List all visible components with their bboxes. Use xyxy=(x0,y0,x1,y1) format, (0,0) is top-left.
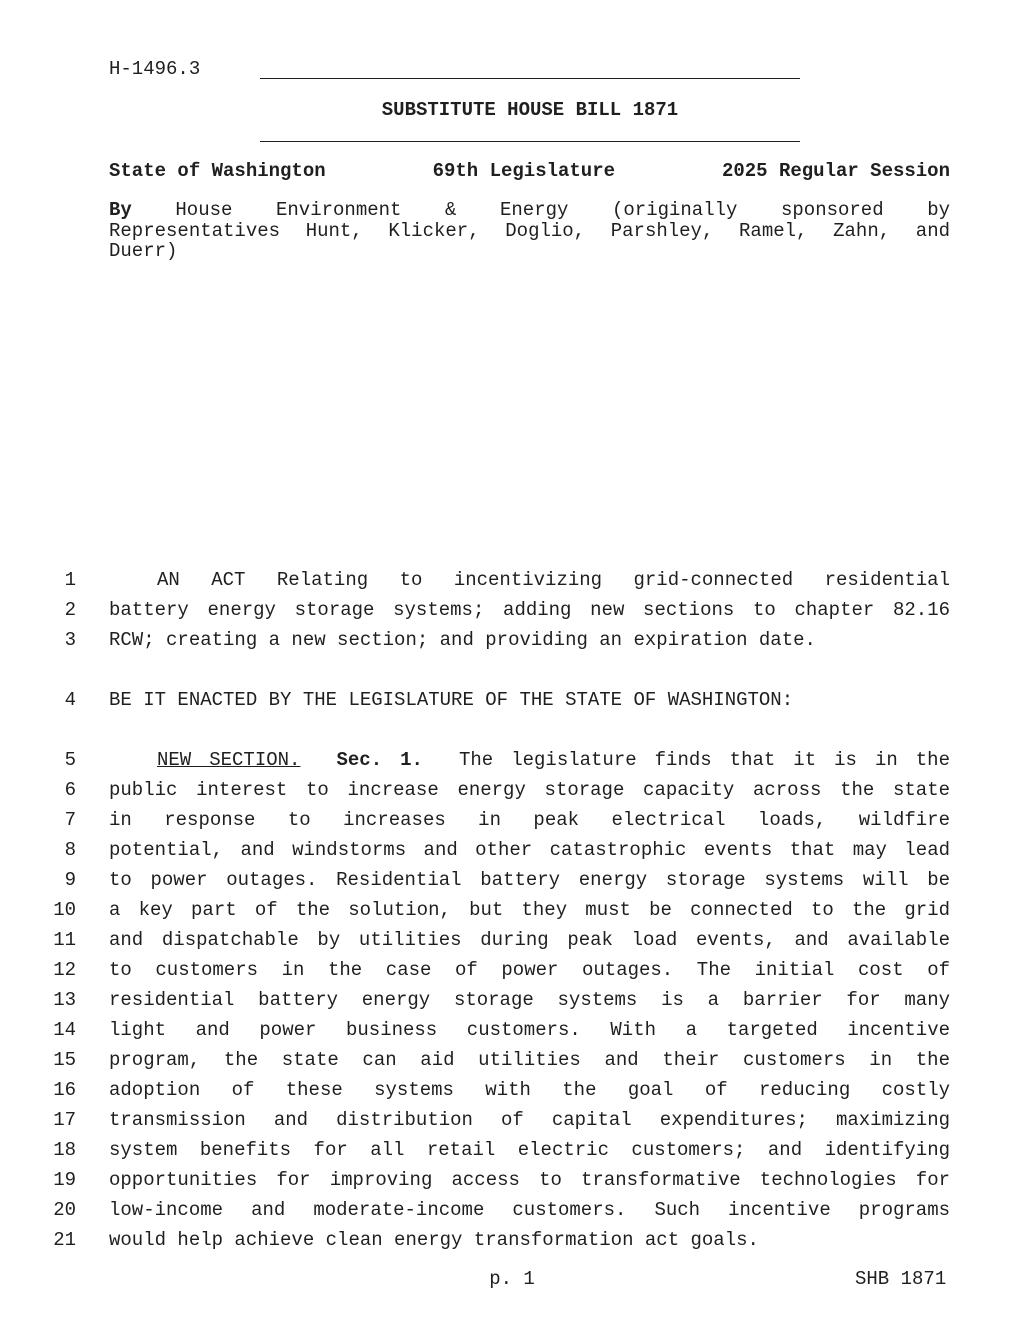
sponsor-block xyxy=(109,200,950,262)
line-text: system benefits for all retail electric customers; and identifying xyxy=(109,1139,950,1161)
enacting-clause: BE IT ENACTED BY THE LEGISLATURE OF THE STATE OF WASHINGTON: xyxy=(109,689,794,711)
body-line xyxy=(0,779,1024,809)
bill-id: H-1496.3 xyxy=(109,58,201,80)
body-line xyxy=(0,569,1024,599)
line-text: and dispatchable by utilities during peak load events, and available xyxy=(109,929,950,951)
line-text xyxy=(109,749,950,771)
line-number: 18 xyxy=(53,1139,76,1161)
title-rule-bottom xyxy=(260,141,800,142)
sponsor-by: By xyxy=(109,199,132,221)
sponsor-line-2: Representatives Hunt, Klicker, Doglio, Parshley, Ramel, Zahn, and xyxy=(109,219,950,242)
body-line xyxy=(0,629,1024,659)
line-number: 19 xyxy=(53,1169,76,1191)
sponsor-line-1 xyxy=(109,200,950,221)
line-text: in response to increases in peak electrical loads, wildfire xyxy=(109,809,950,831)
line-text: to power outages. Residential battery energy storage systems will be xyxy=(109,869,950,891)
line-text: a key part of the solution, but they must be connected to the grid xyxy=(109,899,950,921)
line-text: low-income and moderate-income customers. Such incentive programs xyxy=(109,1199,950,1221)
line-number: 21 xyxy=(53,1229,76,1251)
line-text: adoption of these systems with the goal of reducing costly xyxy=(109,1079,950,1101)
body-line xyxy=(0,839,1024,869)
body-line xyxy=(0,1019,1024,1049)
line-number: 16 xyxy=(53,1079,76,1101)
body-line xyxy=(0,1049,1024,1079)
body-line xyxy=(0,959,1024,989)
line-number: 1 xyxy=(64,569,76,591)
state-label: State of Washington xyxy=(109,160,326,182)
body-line xyxy=(0,1229,1024,1259)
body-line xyxy=(0,929,1024,959)
line-text: to customers in the case of power outages. The initial cost of xyxy=(109,959,950,981)
line-number: 17 xyxy=(53,1109,76,1131)
line-text: program, the state can aid utilities and their customers in the xyxy=(109,1049,950,1071)
body-line xyxy=(0,689,1024,719)
line-number: 13 xyxy=(53,989,76,1011)
line-text: opportunities for improving access to transformative technologies for xyxy=(109,1169,950,1191)
body-line xyxy=(0,1079,1024,1109)
page-number: p. 1 xyxy=(489,1268,535,1290)
line-text xyxy=(109,569,950,591)
line-number: 6 xyxy=(64,779,76,801)
body-line xyxy=(0,809,1024,839)
sponsor-text-1: House Environment & Energy (originally sponsored by xyxy=(175,199,950,221)
line-number: 3 xyxy=(64,629,76,651)
line-text: public interest to increase energy storage capacity across the state xyxy=(109,779,950,801)
line-text: residential battery energy storage systems is a barrier for many xyxy=(109,989,950,1011)
bill-title: SUBSTITUTE HOUSE BILL 1871 xyxy=(381,99,679,121)
body-line xyxy=(0,1109,1024,1139)
line-text: light and power business customers. With a targeted incentive xyxy=(109,1019,950,1041)
body-line xyxy=(0,869,1024,899)
body-line xyxy=(0,989,1024,1019)
line-text: RCW; creating a new section; and providing an expiration date. xyxy=(109,629,816,651)
line-number: 20 xyxy=(53,1199,76,1221)
line-number: 15 xyxy=(53,1049,76,1071)
line-number: 7 xyxy=(64,809,76,831)
line-number: 14 xyxy=(53,1019,76,1041)
title-rule-top xyxy=(260,78,800,79)
line-number: 5 xyxy=(64,749,76,771)
new-section-label: NEW SECTION. xyxy=(157,749,301,771)
body-line xyxy=(0,899,1024,929)
body-line xyxy=(0,1199,1024,1229)
line-content: The legislature finds that it is in the xyxy=(458,749,950,771)
line-content: AN ACT Relating to incentivizing grid-connected residential xyxy=(157,569,950,591)
body-line xyxy=(0,599,1024,629)
line-text: would help achieve clean energy transformation act goals. xyxy=(109,1229,759,1251)
line-text: transmission and distribution of capital expenditures; maximizing xyxy=(109,1109,950,1131)
line-number: 8 xyxy=(64,839,76,861)
footer-bill-id: SHB 1871 xyxy=(855,1268,947,1290)
legislature-label: 69th Legislature xyxy=(432,160,616,182)
line-number: 10 xyxy=(53,899,76,921)
session-label: 2025 Regular Session xyxy=(721,160,950,182)
line-number: 11 xyxy=(53,929,76,951)
session-header xyxy=(109,160,950,182)
line-number: 9 xyxy=(64,869,76,891)
line-text: potential, and windstorms and other catastrophic events that may lead xyxy=(109,839,950,861)
line-number: 4 xyxy=(64,689,76,711)
sponsor-line-3: Duerr) xyxy=(109,240,178,262)
section-number: Sec. 1. xyxy=(336,749,423,771)
body-line xyxy=(0,749,1024,779)
line-number: 12 xyxy=(53,959,76,981)
body-line xyxy=(0,1139,1024,1169)
body-line xyxy=(0,1169,1024,1199)
line-text: battery energy storage systems; adding new sections to chapter 82.16 xyxy=(109,599,950,621)
line-number: 2 xyxy=(64,599,76,621)
